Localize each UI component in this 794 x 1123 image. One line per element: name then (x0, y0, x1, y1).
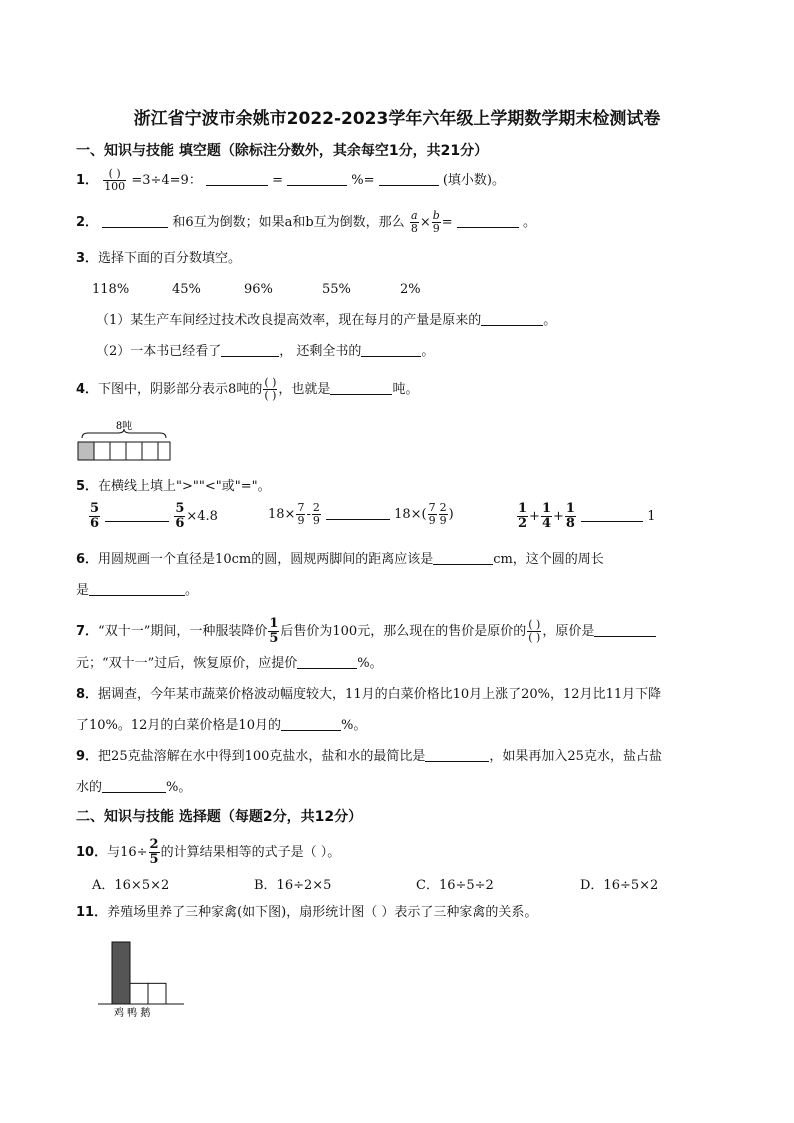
question-3: 3．选择下面的百分数填空。 (76, 251, 242, 266)
option-c[interactable]: C．16÷5÷2 (416, 878, 494, 893)
question-10: 10．与16÷ $\frac{2}{5}$ 的计算结果相等的式子是（ ）。 (76, 837, 341, 867)
chart-axis-label: 鸡 鸭 鹅 (114, 1008, 151, 1019)
percent-option: 45% (172, 282, 201, 297)
answer-blank[interactable] (326, 506, 390, 520)
question-11: 11．养殖场里养了三种家禽(如下图)，扇形统计图（ ）表示了三种家禽的关系。 (76, 905, 538, 920)
section-choice-heading: 二、知识与技能 选择题（每题2分，共12分） (76, 809, 363, 825)
answer-blank[interactable] (281, 717, 341, 731)
answer-blank[interactable] (581, 508, 643, 522)
fraction: $\frac{( )}{( )}$ (264, 376, 277, 402)
bar-figure (76, 418, 172, 464)
answer-blank[interactable] (287, 172, 347, 186)
answer-blank[interactable] (105, 508, 169, 522)
answer-blank[interactable] (89, 582, 185, 596)
answer-blank[interactable] (457, 214, 519, 228)
percent-option: 55% (322, 282, 351, 297)
question-3-sub-2: （2）一本书已经看了 ， 还剩全书的 。 (96, 344, 435, 359)
question-7: 7．“双十一”期间，一种服装降价 $\frac{1}{5}$ 后售价为100元，那么现在的售价是原价的 $\frac{( )}{( )}$ ，原价是 (76, 617, 656, 646)
question-8-cont: 了10%。12月的白菜价格是10月的 %。 (76, 718, 367, 733)
fraction: $\frac{( )}{100}$ (104, 167, 126, 193)
question-6-cont: 是 。 (76, 583, 199, 598)
answer-blank[interactable] (481, 312, 543, 326)
answer-blank[interactable] (425, 748, 489, 762)
comparison-b: 18× $\frac{7}{9}$ - $\frac{2}{9}$ 18×( $\frac{7}{9}$ $\frac{2}{9}$ ) (268, 501, 454, 527)
comparison-a: $\frac{5}{6}$ $\frac{5}{6}$ ×4.8 (90, 501, 218, 531)
percent-option: 2% (400, 282, 421, 297)
answer-blank[interactable] (361, 343, 421, 357)
answer-blank[interactable] (594, 623, 656, 637)
comparison-c: $\frac{1}{2}$ + $\frac{1}{4}$ + $\frac{1}{8}$ 1 (518, 501, 656, 531)
question-6: 6．用圆规画一个直径是10cm的圆，圆规两脚间的距离应该是 cm，这个圆的周长 (76, 552, 604, 567)
question-9-cont: 水的 %。 (76, 780, 192, 795)
empty-cell (110, 442, 126, 460)
page-title: 浙江省宁波市余姚市2022-2023学年六年级上学期数学期末检测试卷 (133, 109, 661, 129)
empty-cell (94, 442, 110, 460)
answer-blank[interactable] (102, 779, 166, 793)
question-7-cont: 元；“双十一”过后，恢复原价，应提价 %。 (76, 656, 383, 671)
brace (82, 429, 166, 438)
question-5: 5．在横线上填上">""<"或"="。 (76, 479, 271, 494)
question-9: 9．把25克盐溶解在水中得到100克盐水，盐和水的最简比是 ，如果再加入25克水，盐占盐 (76, 749, 662, 764)
bar-鹅 (148, 983, 166, 1004)
option-d[interactable]: D．16÷5×2 (580, 878, 659, 893)
answer-blank[interactable] (433, 551, 493, 565)
bar-鸭 (130, 983, 148, 1004)
percent-option: 96% (244, 282, 273, 297)
fraction: $\frac{b}{9}$ (432, 209, 440, 235)
bar-鸡 (112, 942, 130, 1004)
question-8: 8．据调查，今年某市蔬菜价格波动幅度较大，11月的白菜价格比10月上涨了20%，12月比11月下降 (76, 687, 662, 702)
section-fill-in-heading: 一、知识与技能 填空题（除标注分数外，其余每空1分，共21分） (76, 143, 489, 159)
question-2: 2． 和6互为倒数；如果a和b互为倒数，那么 $\frac{a}{8}$ × $\frac{b}{9}$ = 。 (76, 209, 536, 235)
shaded-cell (78, 442, 94, 460)
answer-blank[interactable] (330, 381, 392, 395)
percent-option: 118% (92, 282, 130, 297)
option-b[interactable]: B．16÷2×5 (254, 878, 332, 893)
answer-blank[interactable] (102, 214, 168, 228)
question-3-sub-1: （1）某生产车间经过技术改良提高效率，现在每月的产量是原来的 。 (96, 313, 557, 328)
poultry-bar-chart (96, 936, 186, 1026)
answer-blank[interactable] (221, 343, 279, 357)
figure-label: 8吨 (115, 421, 133, 432)
question-4: 4．下图中，阴影部分表示8吨的 $\frac{( )}{( )}$ ，也就是 吨。 (76, 376, 419, 402)
empty-cell (142, 442, 158, 460)
question-number: 1． (76, 173, 99, 188)
answer-blank[interactable] (379, 172, 439, 186)
fraction: $\frac{a}{8}$ (410, 209, 418, 235)
answer-blank[interactable] (206, 172, 268, 186)
question-number: 2． (76, 215, 99, 230)
fraction: $\frac{( )}{( )}$ (528, 618, 541, 644)
option-a[interactable]: A．16×5×2 (92, 878, 170, 893)
answer-blank[interactable] (297, 655, 357, 669)
bar-end-cell (158, 442, 170, 460)
question-1: 1． $\frac{( )}{100}$ =3÷4=9： = %= (填小数)。 (76, 167, 505, 193)
empty-cell (126, 442, 142, 460)
